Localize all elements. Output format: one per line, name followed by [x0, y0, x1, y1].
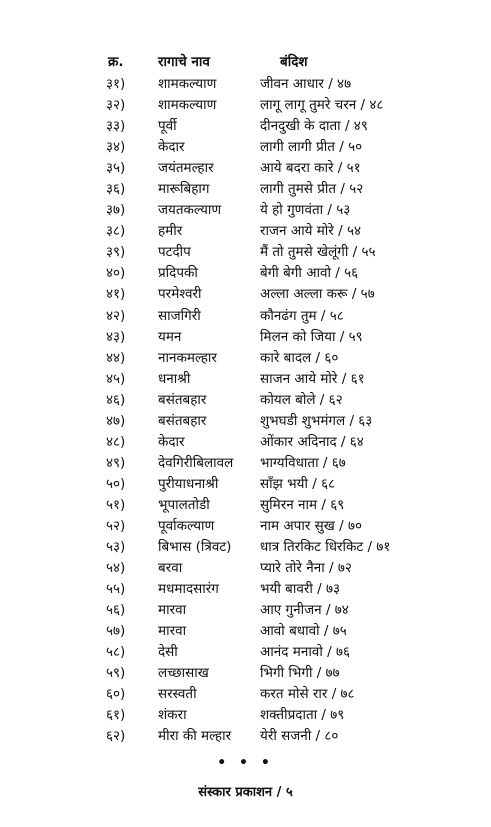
row-number: ४८) — [106, 433, 126, 450]
bandish-title: साजन आये मोरे / ६१ — [260, 370, 365, 387]
raga-name: प्रदिपकी — [158, 265, 198, 282]
bandish-title: ओंकार अदिनाद / ६४ — [260, 433, 364, 450]
table-row — [0, 600, 491, 621]
raga-name: बसंतबहार — [158, 391, 207, 408]
table-row — [0, 663, 491, 684]
raga-name: नानकमल्हार — [158, 349, 217, 366]
row-number: ४७) — [106, 412, 126, 429]
bandish-title: राजन आये मोरे / ५४ — [260, 223, 361, 240]
bandish-title: भिगी भिगी / ७७ — [260, 665, 340, 682]
row-number: ५४) — [106, 560, 126, 577]
table-row — [0, 200, 491, 221]
table-row — [0, 453, 491, 474]
table-row — [0, 705, 491, 726]
row-number: ५३) — [106, 539, 126, 556]
bandish-title: जीवन आधार / ४७ — [260, 76, 352, 92]
row-number: ५२) — [106, 517, 126, 534]
bandish-title: ये हो गुणवंता / ५३ — [260, 202, 351, 219]
header-bandish: बंदिश — [280, 54, 308, 70]
row-number: ३२) — [106, 97, 126, 114]
raga-name: देवगिरीबिलावल — [158, 454, 234, 471]
row-number: ५८) — [106, 644, 126, 661]
bandish-title: शुभघडी शुभमंगल / ६३ — [260, 412, 373, 429]
row-number: ३८) — [106, 223, 126, 240]
row-number: ३३) — [106, 118, 126, 135]
raga-name: पटदीप — [158, 244, 191, 261]
bandish-title: सुमिरन नाम / ६९ — [260, 496, 345, 513]
raga-name: देसी — [158, 644, 178, 661]
raga-name: मधमादसारंग — [158, 581, 219, 598]
raga-name: जयतकल्याण — [158, 202, 222, 219]
bandish-title: दीनदुखी के दाता / ४९ — [260, 118, 368, 135]
bandish-title: धात्र तिरकिट धिरकिट / ७१ — [260, 539, 391, 556]
row-number: ३९) — [106, 244, 126, 261]
raga-name: हमीर — [158, 223, 183, 240]
table-row — [0, 158, 491, 179]
index-table — [0, 74, 491, 748]
raga-name: बरवा — [158, 560, 183, 577]
bandish-title: लागू लागू तुमरे चरन / ४८ — [260, 97, 384, 114]
table-row — [0, 432, 491, 453]
table-row — [0, 579, 491, 600]
raga-name: भूपालतोडी — [158, 496, 210, 513]
raga-name: पूर्वी — [158, 118, 177, 135]
row-number: ५०) — [106, 475, 126, 492]
row-number: ३४) — [106, 139, 126, 156]
row-number: ६२) — [106, 728, 126, 745]
row-number: ५९) — [106, 665, 126, 682]
bandish-title: येरी सजनी / ८० — [260, 728, 339, 745]
raga-name: मीरा की मल्हार — [158, 728, 232, 745]
bandish-title: करत मोसे रार / ७८ — [260, 686, 355, 703]
row-number: ६१) — [106, 707, 126, 724]
table-row — [0, 558, 491, 579]
raga-name: पूर्वाकल्याण — [158, 517, 215, 534]
bandish-title: आये बदरा कारे / ५१ — [260, 160, 361, 177]
table-row — [0, 242, 491, 263]
table-header — [0, 52, 491, 74]
bandish-title: आवो बधावो / ७५ — [260, 623, 347, 640]
row-number: ३६) — [106, 181, 126, 198]
table-row — [0, 642, 491, 663]
bandish-title: प्यारे तोरे नैना / ७२ — [260, 560, 352, 577]
bandish-title: शक्तीप्रदाता / ७९ — [260, 707, 345, 724]
row-number: ५१) — [106, 496, 126, 513]
bandish-title: नाम अपार सुख / ७० — [260, 517, 362, 534]
table-row — [0, 516, 491, 537]
row-number: ४०) — [106, 265, 126, 282]
table-row — [0, 495, 491, 516]
bandish-title: भाग्यविधाता / ६७ — [260, 454, 346, 471]
row-number: ३१) — [106, 76, 126, 92]
raga-name: बसंतबहार — [158, 412, 207, 429]
row-number: ५६) — [106, 602, 126, 619]
raga-name: केदार — [158, 433, 185, 450]
bandish-title: बेगी बेगी आवो / ५६ — [260, 265, 359, 282]
raga-name: यमन — [158, 328, 182, 345]
bandish-title: लागी तुमसे प्रीत / ५२ — [260, 181, 364, 198]
bandish-title: साँझ भयी / ६८ — [260, 475, 336, 492]
row-number: ३७) — [106, 202, 126, 219]
table-row — [0, 327, 491, 348]
bandish-title: अल्ला अल्ला करू / ५७ — [260, 286, 375, 303]
row-number: ४१) — [106, 286, 126, 303]
row-number: ४२) — [106, 307, 126, 324]
row-number: ३५) — [106, 160, 126, 177]
table-row — [0, 390, 491, 411]
bandish-title: आए गुनीजन / ७४ — [260, 602, 349, 619]
raga-name: जयंतमल्हार — [158, 160, 214, 177]
row-number: ४४) — [106, 349, 126, 366]
row-number: ५५) — [106, 581, 126, 598]
header-raga-name: रागाचे नाव — [158, 54, 210, 70]
table-row — [0, 263, 491, 284]
table-row — [0, 95, 491, 116]
bandish-title: आनंद मनावो / ७६ — [260, 644, 350, 661]
table-row — [0, 369, 491, 390]
raga-name: मारवा — [158, 623, 187, 640]
bandish-title: कारे बादल / ६० — [260, 349, 339, 366]
raga-name: साजगिरी — [158, 307, 201, 324]
raga-name: बिभास (त्रिवट) — [158, 539, 232, 556]
table-row — [0, 306, 491, 327]
table-row — [0, 537, 491, 558]
table-row — [0, 411, 491, 432]
table-row — [0, 137, 491, 158]
table-row — [0, 348, 491, 369]
row-number: ४५) — [106, 370, 126, 387]
table-row — [0, 621, 491, 642]
raga-name: मारवा — [158, 602, 187, 619]
section-separator: • • • — [217, 755, 274, 771]
raga-name: मारूबिहाग — [158, 181, 210, 198]
raga-name: पुरीयाधनाश्री — [158, 475, 219, 492]
row-number: ५७) — [106, 623, 126, 640]
raga-name: धनाश्री — [158, 370, 191, 387]
raga-name: शंकरा — [158, 707, 187, 724]
bandish-title: कौनढंग तुम / ५८ — [260, 307, 344, 324]
raga-name: शामकल्याण — [158, 97, 217, 114]
table-row — [0, 726, 491, 747]
table-row — [0, 221, 491, 242]
table-row — [0, 474, 491, 495]
raga-name: केदार — [158, 139, 185, 156]
row-number: ६०) — [106, 686, 126, 703]
row-number: ४३) — [106, 328, 126, 345]
table-row — [0, 179, 491, 200]
table-row — [0, 74, 491, 95]
bandish-title: मैं तो तुमसे खेलूंगी / ५५ — [260, 244, 376, 261]
page-footer: संस्कार प्रकाशन / ५ — [198, 785, 293, 800]
raga-name: शामकल्याण — [158, 76, 217, 92]
bandish-title: मिलन को जिया / ५९ — [260, 328, 363, 345]
raga-name: परमेश्वरी — [158, 286, 202, 303]
table-row — [0, 116, 491, 137]
table-row — [0, 684, 491, 705]
row-number: ४९) — [106, 454, 126, 471]
raga-name: सरस्वती — [158, 686, 197, 703]
table-row — [0, 284, 491, 305]
row-number: ४६) — [106, 391, 126, 408]
header-number: क्र. — [108, 54, 124, 70]
bandish-title: कोयल बोले / ६२ — [260, 391, 343, 408]
bandish-title: लागी लागी प्रीत / ५० — [260, 139, 363, 156]
raga-name: लच्छासाख — [158, 665, 209, 682]
bandish-title: भयी बावरी / ७३ — [260, 581, 341, 598]
